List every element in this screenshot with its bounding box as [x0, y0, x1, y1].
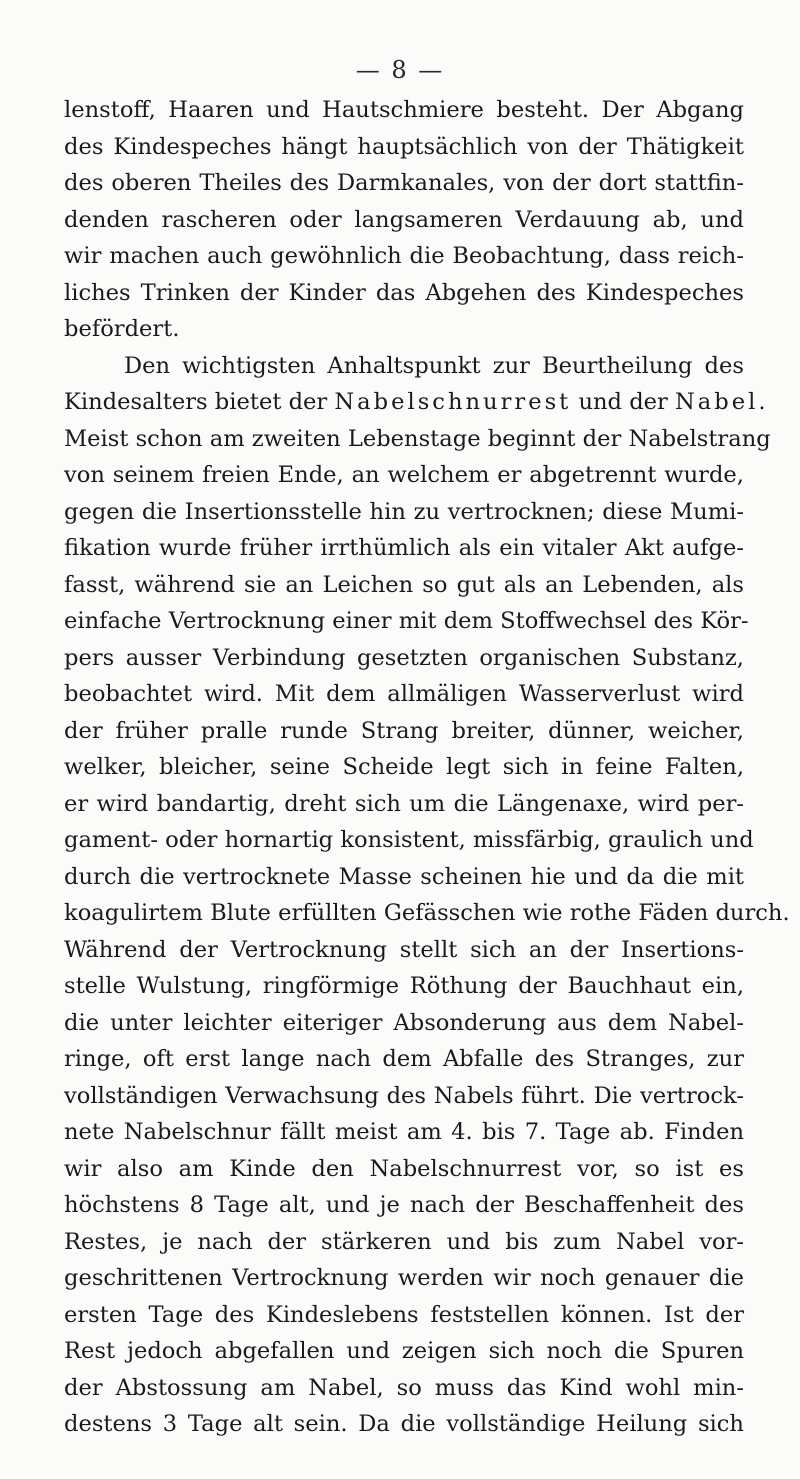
text-line: beobachtet wird. Mit dem allmäligen Wasserverlust wird — [64, 676, 744, 713]
text-line: höchstens 8 Tage alt, und je nach der Beschaffenheit des — [64, 1187, 744, 1224]
body-text — [64, 92, 744, 1479]
text-line: geschrittenen Vertrocknung werden wir noch genauer die — [64, 1260, 744, 1297]
text-line: Während der Vertrocknung stellt sich an der Insertions- — [64, 932, 744, 969]
text-line: gegen die Insertionsstelle hin zu vertrocknen; diese Mumi- — [64, 494, 744, 531]
text-line: ringe, oft erst lange nach dem Abfalle des Stranges, zur — [64, 1041, 744, 1078]
text-line: Restes, je nach der stärkeren und bis zum Nabel vor- — [64, 1224, 744, 1261]
text-line: des oberen Theiles des Darmkanales, von der dort stattfin- — [64, 165, 744, 202]
text-line: er wird bandartig, dreht sich um die Längenaxe, wird per- — [64, 786, 744, 823]
text-line: wir also am Kinde den Nabelschnurrest vor, so ist es — [64, 1151, 744, 1188]
text-line: des Kindespeches hängt hauptsächlich von der Thätigkeit — [64, 129, 744, 166]
text-line: durch die vertrocknete Masse scheinen hie und da die mit — [64, 859, 744, 896]
paragraph-first-line: Den wichtigsten Anhaltspunkt zur Beurtheilung des — [64, 348, 744, 385]
text-line: destens 3 Tage alt sein. Da die vollständige Heilung sich — [64, 1406, 744, 1443]
text-line: pers ausser Verbindung gesetzten organischen Substanz, — [64, 640, 744, 677]
text-line: denden rascheren oder langsameren Verdauung ab, und — [64, 202, 744, 239]
text-line: fikation wurde früher irrthümlich als ein vitaler Akt aufge- — [64, 530, 744, 567]
text-line: vollständigen Verwachsung des Nabels führt. Die vertrock- — [64, 1078, 744, 1115]
text-line: lenstoff, Haaren und Hautschmiere besteht. Der Abgang — [64, 92, 744, 129]
text-line: welker, bleicher, seine Scheide legt sich in feine Falten, — [64, 749, 744, 786]
text-run: und der — [571, 389, 675, 415]
text-line: nete Nabelschnur fällt meist am 4. bis 7. Tage ab. Finden — [64, 1114, 744, 1151]
text-line: von seinem freien Ende, an welchem er abgetrennt wurde, — [64, 457, 744, 494]
text-line: der Abstossung am Nabel, so muss das Kind wohl min- — [64, 1370, 744, 1407]
text-line: der früher pralle runde Strang breiter, dünner, weicher, — [64, 713, 744, 750]
emphasis-nabelschnurrest: Nabelschnurrest — [334, 389, 571, 415]
text-line: liches Trinken der Kinder das Abgehen des Kindespeches — [64, 275, 744, 312]
text-line: koagulirtem Blute erfüllten Gefässchen wie rothe Fäden durch. — [64, 895, 744, 932]
page-number: — 8 — — [0, 56, 800, 84]
text-line: gament- oder hornartig konsistent, missfärbig, graulich und — [64, 822, 744, 859]
text-run: . — [758, 389, 765, 415]
text-run: Kindesalters bietet der — [64, 389, 334, 415]
text-line: Meist schon am zweiten Lebenstage beginnt der Nabelstrang — [64, 421, 744, 458]
text-line — [64, 1443, 744, 1479]
text-line: wir machen auch gewöhnlich die Beobachtung, dass reich- — [64, 238, 744, 275]
text-line: fasst, während sie an Leichen so gut als an Lebenden, als — [64, 567, 744, 604]
text-line: stelle Wulstung, ringförmige Röthung der Bauchhaut ein, — [64, 968, 744, 1005]
text-line: einfache Vertrocknung einer mit dem Stoffwechsel des Kör- — [64, 603, 744, 640]
text-line: befördert. — [64, 311, 744, 348]
text-line: Rest jedoch abgefallen und zeigen sich noch die Spuren — [64, 1333, 744, 1370]
text-line-with-emphasis — [64, 384, 744, 421]
text-line: die unter leichter eiteriger Absonderung aus dem Nabel- — [64, 1005, 744, 1042]
emphasis-nabel: Nabel — [675, 389, 758, 415]
text-line: ersten Tage des Kindeslebens feststellen können. Ist der — [64, 1297, 744, 1334]
